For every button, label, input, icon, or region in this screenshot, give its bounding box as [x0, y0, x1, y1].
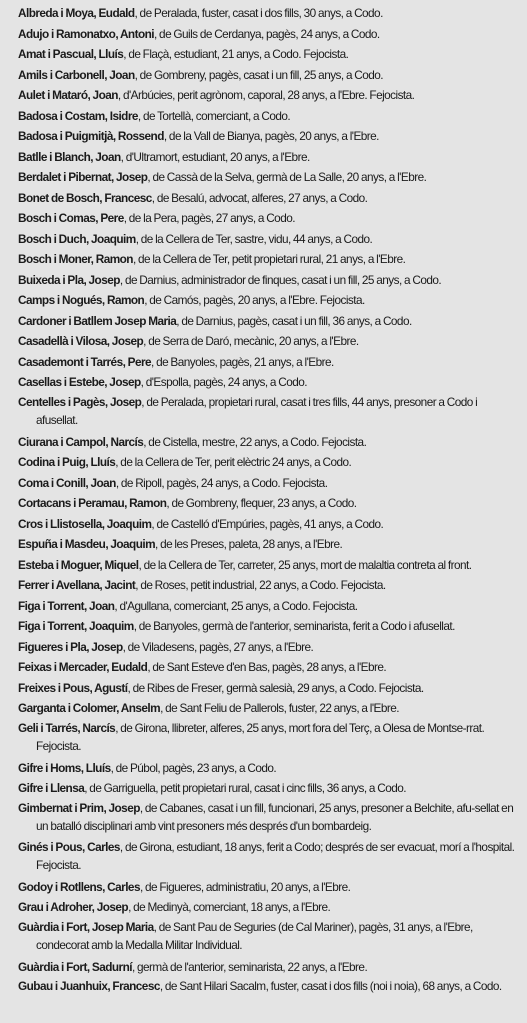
- entry-details: , de Darnius, pagès, casat i un fill, 36 anys, a Codo.: [176, 313, 412, 328]
- entry-name: Gifre i Homs, Lluís: [18, 760, 111, 775]
- entry-name: Coma i Conill, Joan: [18, 475, 116, 490]
- list-item: [18, 393, 519, 430]
- entry-name: Casadellà i Vilosa, Josep: [18, 334, 144, 348]
- entry-name: Bosch i Moner, Ramon: [18, 252, 133, 266]
- list-item: [18, 352, 519, 373]
- list-item: [18, 249, 519, 270]
- list-item: [18, 24, 519, 45]
- list-item: [18, 698, 519, 719]
- entry-name: Espuña i Masdeu, Joaquim: [18, 537, 156, 552]
- list-item: [18, 311, 519, 332]
- entry-name: Bosch i Duch, Joaquim: [18, 231, 136, 246]
- entry-details: , de Cistella, mestre, 22 anys, a Codo. Fejocista.: [143, 434, 367, 449]
- entry-name: Adujo i Ramonatxo, Antoni: [18, 26, 154, 41]
- entry-details: , de Peralada, propietari rural, casat i tres fills, 44 anys, presoner a Codo i afusellat.: [36, 394, 478, 428]
- list-item: [18, 229, 519, 250]
- entry-details: , de la Cellera de Ter, petit propietari rural, 21 anys, a l'Ebre.: [132, 252, 406, 266]
- entry-details: , de Ripoll, pagès, 24 anys, a Codo. Fejocista.: [115, 475, 328, 490]
- entry-details: , de Gombreny, flequer, 23 anys, a Codo.: [166, 496, 357, 511]
- entry-details: , de Tortellà, comerciant, a Codo.: [137, 108, 291, 123]
- list-item: [18, 432, 519, 453]
- list-item: [18, 719, 519, 756]
- list-item: [18, 555, 519, 576]
- list-item: [18, 65, 519, 86]
- entry-details: , de Darnius, administrador de finques, casat i un fill, 25 anys, a Codo.: [119, 272, 442, 287]
- entry-details: , de Cabanes, casat i un fill, funcionari, 25 anys, presoner a Belchite, afu-sellat en un batalló disciplinari amb vint presoners més després d'un bombardeig.: [36, 800, 514, 834]
- entry-name: Aulet i Mataró, Joan: [18, 88, 118, 102]
- entry-name: Gifre i Llensa: [18, 781, 85, 796]
- entry-name: Gubau i Juanhuix, Francesc: [18, 979, 160, 994]
- entry-name: Figueres i Pla, Josep: [18, 639, 123, 654]
- entry-details: , germà de l'anterior, seminarista, 22 anys, a l'Ebre.: [131, 959, 368, 974]
- entry-details: , de Guils de Cerdanya, pagès, 24 anys, a Codo.: [154, 26, 380, 41]
- entry-details: , de la Cellera de Ter, carreter, 25 anys, mort de malaltia contreta al front.: [138, 557, 472, 572]
- list-item: [18, 534, 519, 555]
- entry-name: Guàrdia i Fort, Sadurní: [18, 959, 132, 974]
- entry-details: , de Sant Pau de Seguries (de Cal Mariner), pagès, 31 anys, a l'Ebre, condecorat amb la Medalla Militar Individual.: [36, 919, 473, 953]
- entry-name: Garganta i Colomer, Anselm: [18, 701, 161, 716]
- list-item: [18, 957, 519, 978]
- entry-list: [18, 3, 519, 996]
- entry-details: , de Garriguella, petit propietari rural, casat i cinc fills, 36 anys, a Codo.: [84, 781, 406, 796]
- list-item: [18, 678, 519, 699]
- entry-details: , d'Ultramort, estudiant, 20 anys, a l'Ebre.: [120, 149, 310, 164]
- entry-details: , de la Pera, pagès, 27 anys, a Codo.: [123, 211, 295, 225]
- entry-name: Batlle i Blanch, Joan: [18, 149, 121, 164]
- entry-name: Cardoner i Batllem Josep Maria: [18, 313, 177, 328]
- list-item: [18, 616, 519, 637]
- list-item: [18, 188, 519, 209]
- list-item: [18, 838, 519, 875]
- entry-name: Badosa i Puigmitjà, Rossend: [18, 129, 164, 143]
- entry-details: , de Besalú, advocat, alferes, 27 anys, a Codo.: [151, 190, 368, 205]
- entry-name: Grau i Adroher, Josep: [18, 900, 129, 915]
- entry-name: Codina i Puig, Lluís: [18, 455, 116, 470]
- entry-details: , de Sant Esteve d'en Bas, pagès, 28 anys, a l'Ebre.: [147, 660, 387, 675]
- entry-name: Ginés i Pous, Carles: [18, 839, 120, 854]
- list-item: [18, 167, 519, 188]
- list-item: [18, 208, 519, 229]
- entry-details: , de Viladesens, pagès, 27 anys, a l'Ebre.: [122, 639, 314, 654]
- entry-name: Berdalet i Pibernat, Josep: [18, 170, 148, 184]
- entry-name: Centelles i Pagès, Josep: [18, 394, 142, 409]
- entry-details: , de Púbol, pagès, 23 anys, a Codo.: [110, 760, 277, 775]
- entry-details: , de Serra de Daró, mecànic, 20 anys, a l'Ebre.: [143, 334, 359, 348]
- entry-name: Casellas i Estebe, Josep: [18, 375, 141, 389]
- entry-details: , de Banyoles, pagès, 21 anys, a l'Ebre.: [151, 354, 334, 369]
- list-item: [18, 877, 519, 898]
- entry-details: , de les Preses, paleta, 28 anys, a l'Ebre.: [155, 537, 343, 552]
- entry-name: Amils i Carbonell, Joan: [18, 67, 135, 82]
- entry-details: , de Medinyà, comerciant, 18 anys, a l'Ebre.: [128, 900, 331, 915]
- entry-name: Gimbernat i Prim, Josep: [18, 800, 140, 815]
- entry-details: , de Castelló d'Empúries, pagès, 41 anys, a Codo.: [151, 516, 384, 531]
- list-item: [18, 85, 519, 106]
- entry-name: Godoy i Rotllens, Carles: [18, 879, 140, 894]
- entry-name: Ferrer i Avellana, Jacint: [18, 578, 136, 593]
- list-item: [18, 290, 519, 311]
- entry-details: , de Girona, llibreter, alferes, 25 anys, mort fora del Terç, a Olesa de Montse-rrat. Fejocista.: [36, 720, 485, 754]
- list-item: [18, 799, 519, 836]
- entry-details: , de la Cellera de Ter, sastre, vidu, 44 anys, a Codo.: [135, 231, 373, 246]
- list-item: [18, 44, 519, 65]
- entry-name: Albreda i Moya, Eudald: [18, 6, 135, 20]
- entry-name: Buixeda i Pla, Josep: [18, 272, 120, 287]
- entry-name: Geli i Tarrés, Narcís: [18, 720, 116, 735]
- entry-details: , de Figueres, administratiu, 20 anys, a l'Ebre.: [139, 879, 351, 894]
- list-item: [18, 758, 519, 779]
- entry-details: , d'Agullana, comerciant, 25 anys, a Codo. Fejocista.: [114, 598, 358, 613]
- entry-details: , de Sant Hilari Sacalm, fuster, casat i dos fills (noi i noia), 68 anys, a Codo.: [159, 979, 502, 994]
- entry-details: , de la Cellera de Ter, perit elèctric 24 anys, a Codo.: [115, 455, 352, 470]
- entry-name: Camps i Nogués, Ramon: [18, 293, 145, 307]
- entry-name: Ciurana i Campol, Narcís: [18, 434, 144, 449]
- entry-name: Cortacans i Peramau, Ramon: [18, 496, 167, 511]
- list-item: [18, 897, 519, 918]
- entry-name: Freixes i Pous, Agustí: [18, 680, 128, 695]
- entry-name: Cros i Llistosella, Joaquim: [18, 516, 152, 531]
- entry-name: Bosch i Comas, Pere: [18, 211, 124, 225]
- list-item: [18, 918, 519, 955]
- entry-name: Amat i Pascual, Lluís: [18, 47, 124, 61]
- list-item: [18, 270, 519, 291]
- entry-details: , de Roses, petit industrial, 22 anys, a Codo. Fejocista.: [135, 578, 386, 593]
- entry-details: , de Peralada, fuster, casat i dos fills, 30 anys, a Codo.: [134, 6, 383, 20]
- list-item: [18, 596, 519, 617]
- list-item: [18, 637, 519, 658]
- list-item: [18, 657, 519, 678]
- list-item: [18, 147, 519, 168]
- list-item: [18, 493, 519, 514]
- list-item: [18, 372, 519, 393]
- entry-details: , de Ribes de Freser, germà salesià, 29 anys, a Codo. Fejocista.: [127, 680, 424, 695]
- entry-name: Badosa i Costam, Isidre: [18, 108, 138, 123]
- list-item: [18, 3, 519, 24]
- list-item: [18, 331, 519, 352]
- list-item: [18, 473, 519, 494]
- list-item: [18, 514, 519, 535]
- entry-details: , d'Arbúcies, perit agrònom, caporal, 28 anys, a l'Ebre. Fejocista.: [117, 88, 415, 102]
- entry-details: , de Gombreny, pagès, casat i un fill, 25 anys, a Codo.: [134, 67, 384, 82]
- entry-details: , de Camós, pagès, 20 anys, a l'Ebre. Fejocista.: [144, 293, 365, 307]
- list-item: [18, 106, 519, 127]
- entry-details: , de Banyoles, germà de l'anterior, seminarista, ferit a Codo i afusellat.: [133, 619, 455, 634]
- entry-details: , de Girona, estudiant, 18 anys, ferit a Codo; després de ser evacuat, morí a l'hospital. Fejocista.: [36, 839, 515, 873]
- entry-name: Guàrdia i Fort, Josep Maria: [18, 919, 154, 934]
- entry-name: Figa i Torrent, Joan: [18, 598, 115, 613]
- entry-details: , d'Espolla, pagès, 24 anys, a Codo.: [140, 375, 307, 389]
- list-item: [18, 575, 519, 596]
- entry-name: Casademont i Tarrés, Pere: [18, 354, 152, 369]
- entry-name: Bonet de Bosch, Francesc: [18, 190, 152, 205]
- list-item: [18, 977, 519, 996]
- entry-details: , de Sant Feliu de Pallerols, fuster, 22 anys, a l'Ebre.: [160, 701, 399, 716]
- entry-name: Figa i Torrent, Joaquim: [18, 619, 134, 634]
- entry-name: Feixas i Mercader, Eudald: [18, 660, 148, 675]
- list-item: [18, 778, 519, 799]
- list-item: [18, 452, 519, 473]
- entry-details: , de Cassà de la Selva, germà de La Salle, 20 anys, a l'Ebre.: [147, 170, 427, 184]
- entry-details: , de Flaçà, estudiant, 21 anys, a Codo. Fejocista.: [123, 47, 349, 61]
- list-item: [18, 126, 519, 147]
- entry-details: , de la Vall de Bianya, pagès, 20 anys, a l'Ebre.: [163, 129, 379, 143]
- entry-name: Esteba i Moguer, Miquel: [18, 557, 139, 572]
